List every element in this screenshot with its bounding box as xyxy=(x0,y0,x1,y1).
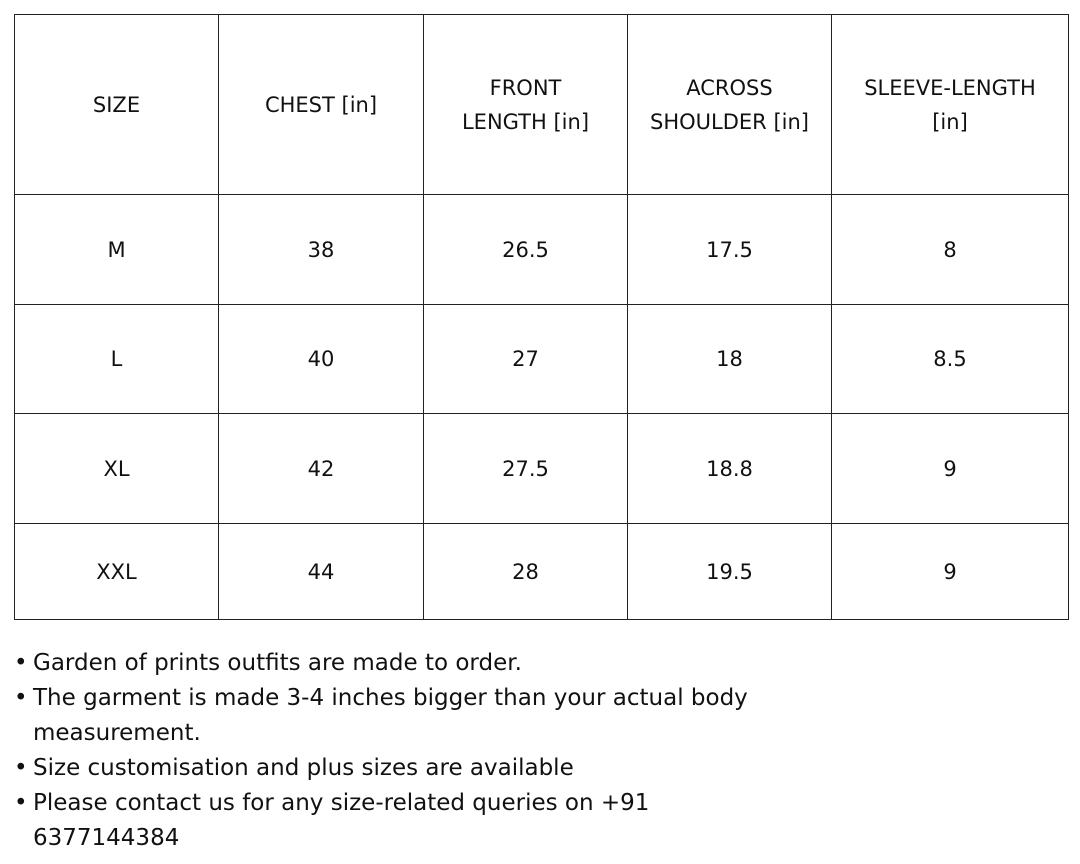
table-row xyxy=(15,195,1069,305)
cell-size: L xyxy=(15,305,219,414)
cell-front-length: 26.5 xyxy=(424,195,628,305)
cell-sleeve-length: 8.5 xyxy=(832,305,1069,414)
cell-chest: 42 xyxy=(219,414,424,524)
list-item xyxy=(14,681,1054,751)
header-front-length-line-1: FRONT xyxy=(489,75,562,100)
cell-chest: 38 xyxy=(219,195,424,305)
size-chart-table xyxy=(14,14,1069,620)
header-sleeve-length xyxy=(832,15,1069,195)
header-across-shoulder-line-2: SHOULDER [in] xyxy=(650,109,809,134)
cell-size: XXL xyxy=(15,524,219,620)
list-item xyxy=(14,646,1054,681)
list-item xyxy=(14,751,1054,786)
note-text: Size customisation and plus sizes are available xyxy=(33,755,574,781)
header-front-length-line-2: LENGTH [in] xyxy=(461,109,590,134)
cell-sleeve-length: 9 xyxy=(832,524,1069,620)
bullet-icon: • xyxy=(14,755,28,781)
table-row xyxy=(15,524,1069,620)
header-size-line-1: SIZE xyxy=(92,92,141,117)
bullet-icon: • xyxy=(14,790,28,816)
note-text: Garden of prints outfits are made to order. xyxy=(33,650,522,676)
bullet-icon: • xyxy=(14,685,28,711)
table-row xyxy=(15,414,1069,524)
table-header-row xyxy=(15,15,1069,195)
header-across-shoulder-line-1: ACROSS xyxy=(686,75,773,100)
table-row xyxy=(15,305,1069,414)
notes-list xyxy=(14,646,1054,856)
cell-sleeve-length: 9 xyxy=(832,414,1069,524)
cell-sleeve-length: 8 xyxy=(832,195,1069,305)
header-across-shoulder xyxy=(628,15,832,195)
cell-across-shoulder: 17.5 xyxy=(628,195,832,305)
header-chest xyxy=(219,15,424,195)
header-sleeve-length-line-1: SLEEVE-LENGTH xyxy=(864,75,1036,100)
cell-front-length: 27 xyxy=(424,305,628,414)
header-front-length xyxy=(424,15,628,195)
header-chest-line-1: CHEST [in] xyxy=(264,92,378,117)
header-size xyxy=(15,15,219,195)
list-item xyxy=(14,786,1054,856)
bullet-icon: • xyxy=(14,650,28,676)
cell-front-length: 27.5 xyxy=(424,414,628,524)
cell-chest: 40 xyxy=(219,305,424,414)
cell-across-shoulder: 18.8 xyxy=(628,414,832,524)
cell-size: XL xyxy=(15,414,219,524)
cell-size: M xyxy=(15,195,219,305)
cell-front-length: 28 xyxy=(424,524,628,620)
cell-across-shoulder: 19.5 xyxy=(628,524,832,620)
note-text: Please contact us for any size-related queries on +91 6377144384 xyxy=(33,790,650,851)
cell-chest: 44 xyxy=(219,524,424,620)
header-sleeve-length-line-2: [in] xyxy=(932,109,968,134)
cell-across-shoulder: 18 xyxy=(628,305,832,414)
note-text: The garment is made 3-4 inches bigger than your actual body measurement. xyxy=(33,685,748,746)
